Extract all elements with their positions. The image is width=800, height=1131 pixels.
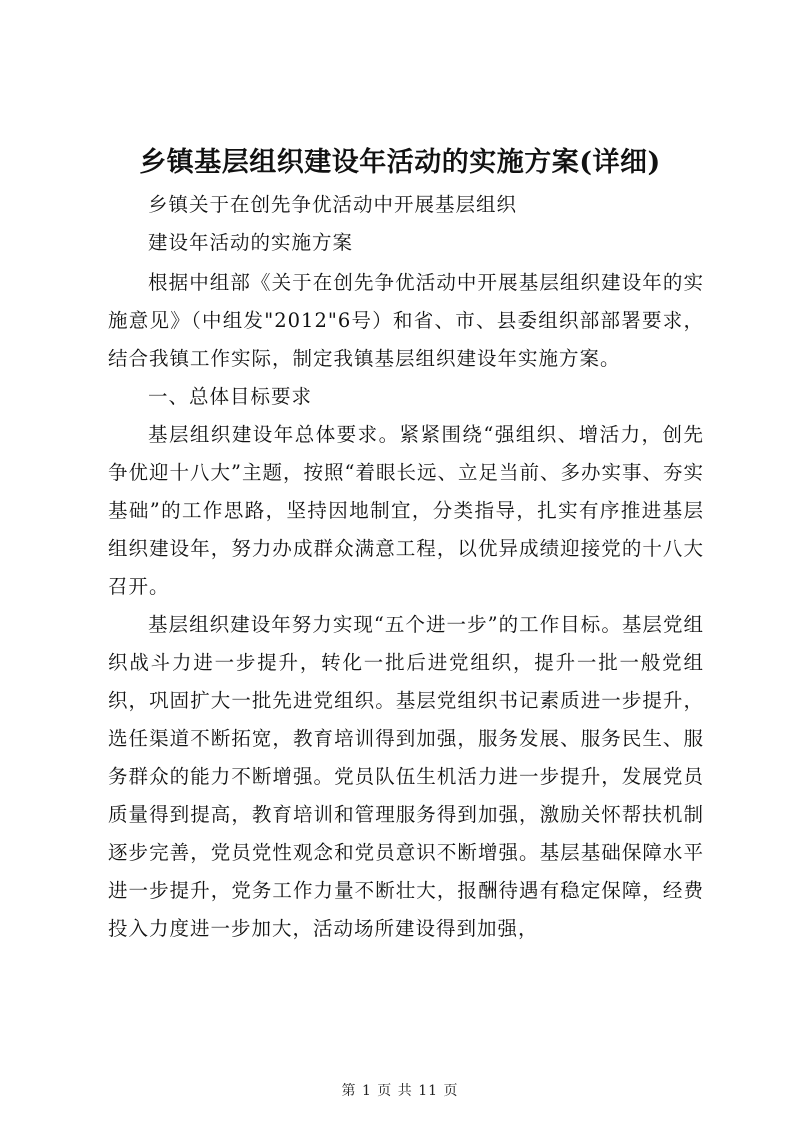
page-number-footer: 第 1 页 共 11 页 <box>341 1083 459 1099</box>
paragraph-work-goals: 基层组织建设年努力实现“五个进一步”的工作目标。基层党组织战斗力进一步提升，转化一批后进党组织，提升一批一般党组织，巩固扩大一批先进党组织。基层党组织书记素质进一步提升，选任渠道不断拓宽，教育培训得到加强，服务发展、服务民生、服务群众的能力不断增强。党员队伍生机活力进一步提升，发展党员质量得到提高，教育培训和管理服务得到加强，激励关怀帮扶机制逐步完善，党员党性观念和党员意识不断增强。基层基础保障水平进一步提升，党务工作力量不断壮大，报酬待遇有稳定保障，经费投入力度进一步加大，活动场所建设得到加强， <box>108 613 704 940</box>
paragraph-overall-requirements: 基层组织建设年总体要求。紧紧围绕“强组织、增活力，创先争优迎十八大”主题，按照“着眼长远、立足当前、多办实事、夯实基础”的工作思路，坚持因地制宜，分类指导，扎实有序推进基层组织建设年，努力办成群众满意工程，以优异成绩迎接党的十八大召开。 <box>108 423 704 598</box>
paragraph-intro: 根据中组部《关于在创先争优活动中开展基层组织建设年的实施意见》（中组发"2012"6号）和省、市、县委组织部部署要求，结合我镇工作实际，制定我镇基层组织建设年实施方案。 <box>108 271 704 370</box>
subtitle-line-1: 乡镇关于在创先争优活动中开展基层组织 <box>148 193 518 216</box>
document-body <box>108 186 704 948</box>
subtitle-line-2: 建设年活动的实施方案 <box>148 231 354 254</box>
document-title: 乡镇基层组织建设年活动的实施方案(详细) <box>139 147 661 178</box>
section-heading: 一、总体目标要求 <box>148 385 313 408</box>
